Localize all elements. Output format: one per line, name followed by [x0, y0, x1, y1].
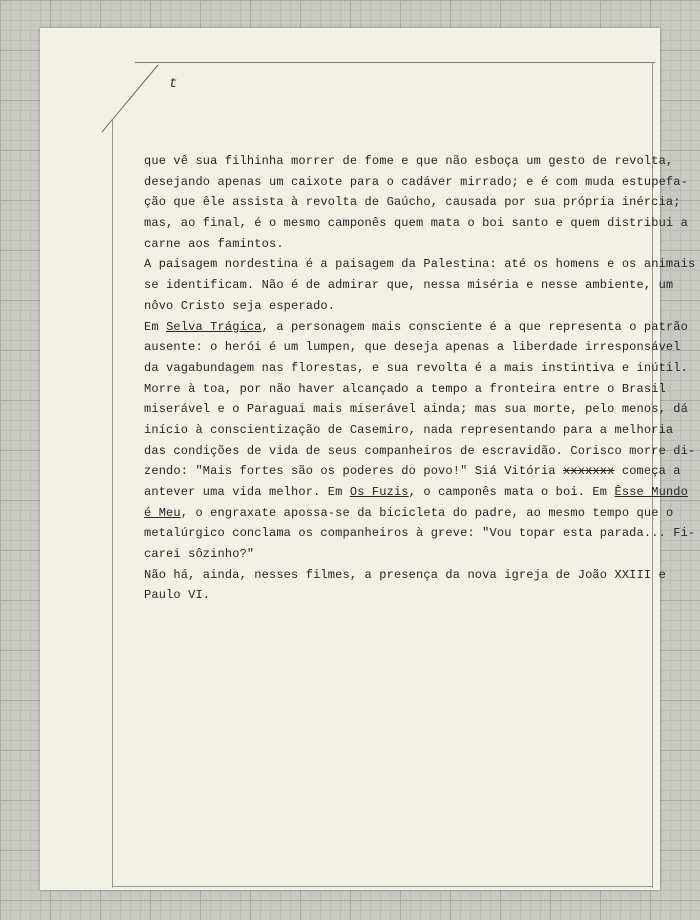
underlined-title: Êsse Mundo: [614, 485, 689, 499]
text-line: [144, 296, 664, 317]
corner-mark: t: [169, 76, 178, 92]
text-line: [144, 275, 674, 296]
text-line: [144, 482, 689, 503]
text-line: [144, 503, 674, 524]
text-segment: Paulo VI.: [144, 588, 211, 603]
text-line: [144, 213, 688, 234]
frame-line-top: [135, 62, 655, 63]
underlined-title: Selva Trágica: [166, 319, 262, 334]
text-segment: carei sôzinho?": [144, 547, 255, 562]
text-segment: zendo: "Mais fortes são os poderes do povo!" Siá Vitória: [144, 464, 564, 479]
paragraph: [144, 565, 664, 606]
text-segment: da vagabundagem nas florestas, e sua revolta é a mais instintiva e inútil.: [144, 360, 688, 375]
text-segment: ausente: o herói é um lumpen, que deseja apenas a liberdade irresponsável: [144, 340, 681, 355]
text-segment: Em: [144, 319, 167, 334]
text-segment: antever uma vida melhor. Em: [144, 485, 350, 499]
text-segment: Não há, ainda, nesses filmes, a presença da nova igreja de João XXIII e: [144, 567, 666, 582]
struck-text: xxxxxxx: [563, 464, 615, 479]
text-line: [144, 337, 681, 358]
text-line: [144, 461, 681, 482]
underlined-title: é Meu: [144, 505, 181, 520]
text-segment: mas, ao final, é o mesmo camponês quem mata o boi santo e quem distribui a: [144, 216, 688, 231]
text-segment: ção que êle assista à revolta de Gaúcho, causada por sua própria inércia;: [144, 195, 681, 210]
text-segment: Morre à toa, por não haver alcançado a tempo a fronteira entre o Brasil: [144, 381, 666, 396]
frame-corner-diagonal: [100, 64, 160, 134]
text-line: [144, 565, 664, 586]
text-segment: das condições de vida de seus companheiros de escravidão. Corisco morre di-: [144, 443, 696, 458]
text-segment: começa a: [614, 464, 681, 479]
text-line: [144, 585, 664, 606]
text-segment: desejando apenas um caixote para o cadáver mirrado; e é com muda estupefa-: [144, 174, 688, 189]
text-segment: , o camponês mata o boi. Em: [408, 485, 615, 499]
text-segment: se identificam. Não é de admirar que, nessa miséria e nesse ambiente, um: [144, 278, 674, 293]
paragraph: [144, 317, 696, 565]
text-line: [144, 254, 696, 275]
text-line: [144, 151, 674, 172]
text-line: [144, 358, 688, 379]
text-segment: início à conscientização de Casemiro, nada representando para a melhoria: [144, 422, 674, 437]
text-line: [144, 192, 681, 213]
document-body: [144, 151, 696, 606]
text-line: [144, 379, 664, 400]
text-segment: , o engraxate apossa-se da bicicleta do padre, ao mesmo tempo que o: [180, 505, 674, 520]
text-segment: que vê sua filhinha morrer de fome e que não esboça um gesto de revolta,: [144, 154, 674, 168]
text-segment: nôvo Cristo seja esperado.: [144, 298, 336, 313]
paragraph: [144, 254, 696, 316]
frame-line-bottom: [112, 886, 652, 887]
text-line: [144, 172, 688, 193]
text-line: [144, 317, 689, 338]
text-line: [144, 523, 696, 544]
underlined-title: Os Fuzis: [349, 485, 409, 499]
text-line: [144, 441, 696, 462]
text-segment: metalúrgico conclama os companheiros à greve: "Vou topar esta parada... Fi-: [144, 526, 696, 541]
paragraph: [144, 151, 688, 254]
text-segment: miserável e o Paraguai mais miserável ainda; mas sua morte, pelo menos, dá: [144, 402, 688, 417]
typewritten-page: [40, 28, 696, 890]
text-segment: A paisagem nordestina é a paisagem da Palestina: até os homens e os animais: [144, 257, 696, 272]
text-line: [144, 399, 688, 420]
text-line: [144, 544, 664, 565]
text-segment: carne aos famintos.: [144, 236, 284, 251]
text-line: [144, 420, 674, 441]
text-line: [144, 234, 664, 255]
text-segment: , a personagem mais consciente é a que representa o patrão: [261, 319, 689, 334]
frame-line-left: [112, 120, 113, 888]
